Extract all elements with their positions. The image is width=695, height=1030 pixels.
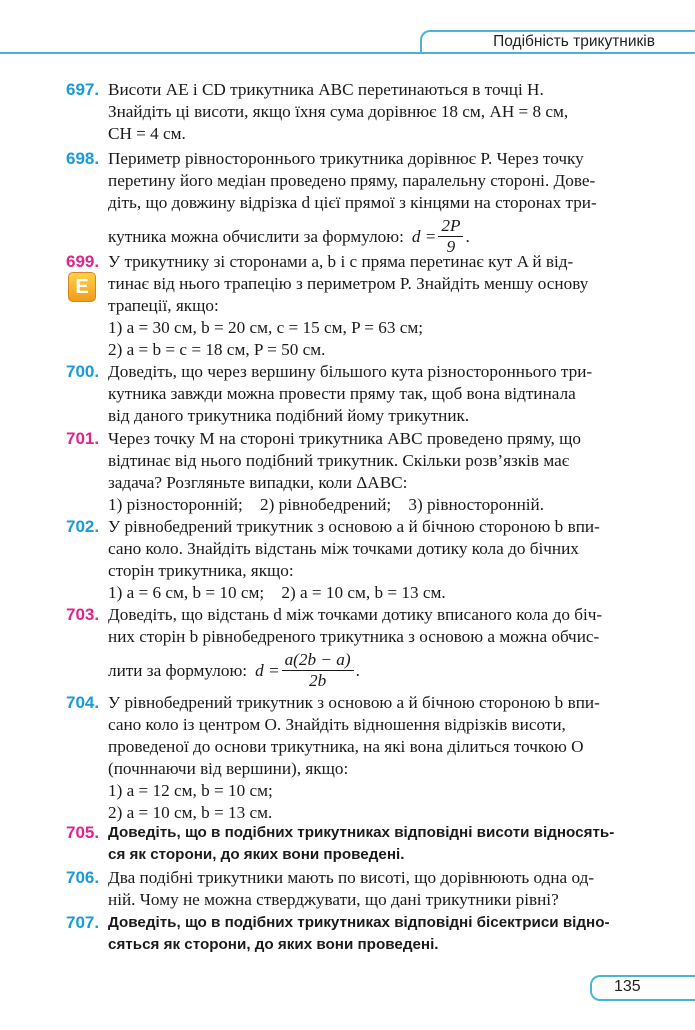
text-line: Через точку M на стороні трикутника ABC проведено пряму, що [108,429,581,448]
fraction-numerator: a(2b − a) [282,650,354,671]
text-line: від даного трикутника подібний йому трикутник. [108,406,470,425]
text-line: Доведіть, що відстань d між точками дотику вписаного кола до біч- [108,605,603,624]
text-line: сяться як сторони, до яких вони проведені. [108,936,439,953]
text-line: (почннаючи від вершини), якщо: [108,759,349,778]
fraction-numerator: 2P [438,216,463,237]
text-line: 1) a = 30 см, b = 20 см, c = 15 см, P = 63 см; [108,318,424,337]
text-line: задача? Розгляньте випадки, коли ΔABC: [108,473,408,492]
text-line: кутника можна обчислити за формулою: [108,226,404,246]
text-line: сано коло. Знайдіть відстань між точками дотику кола до бічних [108,539,579,558]
text-line: Доведіть, що в подібних трикутниках відповідні бісектриси відно- [108,914,610,931]
text-line: 2) a = 10 см, b = 13 см. [108,803,273,822]
problem-text [108,604,638,691]
text-line: 2) a = b = c = 18 см, P = 50 см. [108,340,326,359]
formula-line [108,650,638,691]
problem-number: 703. [66,605,100,624]
text-line: діть, що довжину відрізка d цієї прямої з кінцями на сторонах три- [108,193,597,212]
problem-number: 706. [66,868,100,887]
problem-number: 699. [66,252,100,271]
text-line: У трикутнику зі сторонами a, b і c пряма перетинає кут A й від- [108,252,574,271]
problem-text [108,516,638,604]
text-line: сторін трикутника, якщо: [108,561,294,580]
text-line: У рівнобедрений трикутник з основою a й бічною стороною b впи- [108,693,600,712]
formula-lhs: d = [255,660,280,680]
formula-end: . [465,226,470,246]
text-line: CH = 4 см. [108,124,186,143]
problem-number: 707. [66,913,100,932]
text-line: відтинає від нього подібний трикутник. Скільки розв’язків має [108,451,570,470]
text-line: Доведіть, що в подібних трикутниках відповідні висоти відносять- [108,824,615,841]
text-line: кутника завжди можна провести пряму так, щоб вона відтинала [108,384,576,403]
text-line: 1) різносторонній; 2) рівнобедрений; 3) рівносторонній. [108,495,545,514]
problem-number: 702. [66,517,100,536]
fraction-denominator: 2b [308,671,327,690]
text-line: тинає від нього трапецію з периметром P. Знайдіть меншу основу [108,274,589,293]
text-line: ся як сторони, до яких вони проведені. [108,846,405,863]
text-line: 1) a = 6 см, b = 10 см; 2) a = 10 см, b = 13 см. [108,583,446,602]
page-number: 135 [614,978,641,995]
text-line: сано коло із центром O. Знайдіть відношення відрізків висоти, [108,715,566,734]
problem-text [108,692,638,824]
problem-text [108,361,638,427]
text-line: трапеції, якщо: [108,296,219,315]
problem-text [108,251,638,361]
problem-text [108,912,638,956]
text-line: проведеної до основи трикутника, на які вона ділиться точкою O [108,737,584,756]
page-number-frame [590,975,695,1001]
text-line: них сторін b рівнобедреного трикутника з основою a можна обчис- [108,627,600,646]
problem-text [108,148,638,257]
problem-number: 700. [66,362,100,381]
text-line: ній. Чому не можна стверджувати, що дані трикутники рівні? [108,890,559,909]
problem-text [108,79,638,145]
page-header-title: Подібність трикутників [493,33,655,50]
text-line: 1) a = 12 см, b = 10 см; [108,781,273,800]
problem-text [108,867,638,911]
text-line: Два подібні трикутники мають по висоті, що дорівнюють одна од- [108,868,595,887]
problem-number: 697. [66,80,100,99]
text-line: Доведіть, що через вершину більшого кута різностороннього три- [108,362,593,381]
fraction-denominator: 9 [446,237,456,256]
text-line: Висоти AE і CD трикутника ABC перетинаються в точці H. [108,80,544,99]
text-line: У рівнобедрений трикутник з основою a й бічною стороною b впи- [108,517,600,536]
text-line: Знайдіть ці висоти, якщо їхня сума дорівнює 18 см, AH = 8 см, [108,102,569,121]
formula-lhs: d = [411,226,437,246]
header-rule [0,52,695,54]
formula-fraction [282,650,354,691]
problem-number: 701. [66,429,100,448]
problem-text [108,428,638,516]
problem-number: 698. [66,149,100,168]
text-line: лити за формулою: [108,660,248,680]
text-line: перетину його медіан проведено пряму, паралельну стороні. Дове- [108,171,596,190]
text-line: Периметр рівностороннього трикутника дорівнює P. Через точку [108,149,584,168]
formula-end: . [355,660,360,680]
problem-number: 705. [66,823,100,842]
problem-number: 704. [66,693,100,712]
exercise-level-badge-icon: E [68,272,96,302]
problem-text [108,822,638,866]
